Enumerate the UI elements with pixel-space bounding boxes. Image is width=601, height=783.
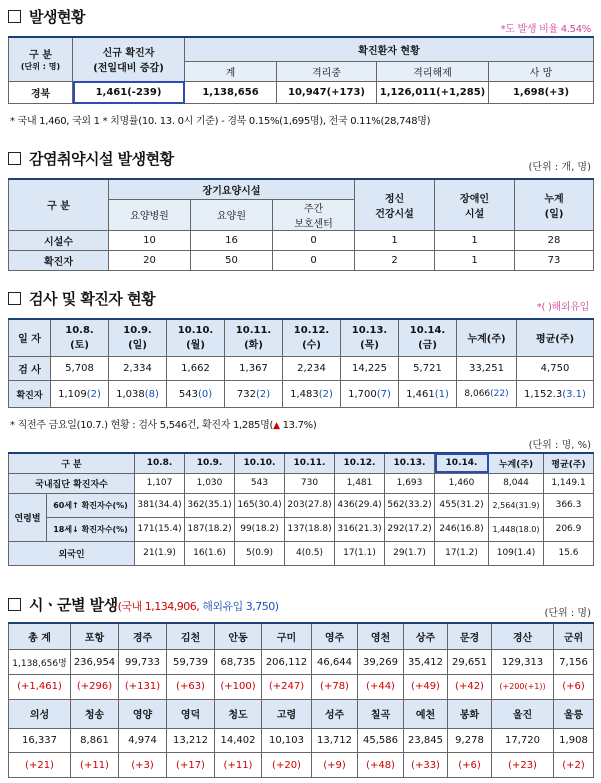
header-nursing-hospital: 요양병원 [109,199,191,230]
cell: 0 [273,230,355,250]
cell: 2,234 [283,356,341,381]
header-isolation: 격리중 [277,61,377,81]
region-name: 봉화 [448,699,492,728]
checkbox-square-icon [8,10,21,23]
date-header-row [9,319,594,356]
table-row-domestic [9,473,594,493]
region-total: 13,212 [167,728,215,753]
section-title-regions: 시ㆍ군별 발생(국내 1,134,906, 해외유입 3,750) [8,594,278,615]
region-total: 8,861 [71,728,119,753]
region-name: 경산 [492,623,554,650]
release-value: 1,126,011(+1,285) [377,81,489,103]
date-col: 10.12. (수) [283,319,341,356]
region-total: 29,651 [448,650,492,675]
region-name: 영주 [312,623,358,650]
vulnerable-unit: (단위 : 개, 명) [528,162,591,173]
region-name: 경주 [119,623,167,650]
cell: 137(18.8) [285,517,335,541]
header-gubun: 구 분 (단위 : 명) [9,37,73,81]
region-daily-change: (+100) [215,674,262,699]
cell: 366.3 [544,493,594,517]
row-label-60plus: 60세↑ 확진자수(%) [47,493,135,517]
date-col-highlighted: 10.14. [435,453,489,473]
region-name: 청도 [215,699,262,728]
regions-table [8,622,594,778]
cell: 14,225 [341,356,399,381]
header-death: 사 망 [489,61,594,81]
region-daily-change: (+20) [262,753,312,778]
region-change-row [9,674,594,699]
cell: 73 [515,250,594,270]
cell: 5,721 [399,356,457,381]
row-label-domestic: 국내집단 확진자수 [9,473,135,493]
region-total: 68,735 [215,650,262,675]
cell: 543 [235,473,285,493]
cell: 165(30.4) [235,493,285,517]
region-total: 35,412 [404,650,448,675]
table-row-foreigner [9,541,594,565]
cell: 20 [109,250,191,270]
region-total: 4,974 [119,728,167,753]
region-total: 39,269 [358,650,404,675]
table-row-18minus [9,517,594,541]
cell: 1,149.1 [544,473,594,493]
date-col: 10.9. (일) [109,319,167,356]
region-name: 청송 [71,699,119,728]
cell: 29(1.7) [385,541,435,565]
new-cases-value: 1,461(-239) [73,81,185,103]
region-daily-change: (+1,461) [9,674,71,699]
cell: 316(21.3) [335,517,385,541]
header-day-care: 주간 보호센터 [273,199,355,230]
table-row-60plus [9,493,594,517]
region-daily-change: (+17) [167,753,215,778]
region-daily-change: (+11) [71,753,119,778]
cell: 362(35.1) [185,493,235,517]
region-total: 17,720 [492,728,554,753]
row-label-tests: 검 사 [9,356,51,381]
cell: 16(1.6) [185,541,235,565]
tests-footnote: * 직전주 금요일(10.7.) 현황 : 검사 5,546건, 확진자 1,285명(▲ 13.7%) [10,420,317,431]
cell: 1,460 [435,473,489,493]
cell: 1 [435,250,515,270]
date-col: 10.8. [135,453,185,473]
cell: 1,448(18.0) [489,517,544,541]
breakdown-unit: (단위 : 명, %) [528,440,591,451]
row-label: 시설수 [9,230,109,250]
region-daily-change: (+200(+1)) [492,674,554,699]
region-total: 13,712 [312,728,358,753]
cell: 1,038(8) [109,381,167,408]
region-daily-change: (+9) [312,753,358,778]
up-triangle-icon: ▲ [273,421,280,431]
header-date: 일 자 [9,319,51,356]
cell: 33,251 [457,356,517,381]
region-value-row [9,728,594,753]
region-daily-change: (+296) [71,674,119,699]
region-daily-change: (+42) [448,674,492,699]
header-cumulative: 누계(주) [489,453,544,473]
overseas-note: *( )해외유입 [536,302,589,313]
cell: 2,564(31.9) [489,493,544,517]
header-release: 격리해제 [377,61,489,81]
region-name: 성주 [312,699,358,728]
cell: 187(18.2) [185,517,235,541]
date-col: 10.13. (목) [341,319,399,356]
cell: 21(1.9) [135,541,185,565]
date-col: 10.13. [385,453,435,473]
header-cumulative: 누계 (일) [515,179,594,230]
region-name: 문경 [448,623,492,650]
region-name: 상주 [404,623,448,650]
row-label: 확진자 [9,250,109,270]
row-label-foreigner: 외국인 [9,541,135,565]
table-row [9,230,594,250]
cell: 0 [273,250,355,270]
cell: 732(2) [225,381,283,408]
header-cumulative: 누계(주) [457,319,517,356]
checkbox-square-icon [8,598,21,611]
header-long-term-care: 장기요양시설 [109,179,355,199]
region-daily-change: (+6) [554,674,594,699]
cell: 381(34.4) [135,493,185,517]
cell: 436(29.4) [335,493,385,517]
region-daily-change: (+21) [9,753,71,778]
cell: 109(1.4) [489,541,544,565]
region-daily-change: (+3) [119,753,167,778]
cell: 455(31.2) [435,493,489,517]
cell: 50 [191,250,273,270]
row-label-18minus: 18세↓ 확진자수(%) [47,517,135,541]
death-value: 1,698(+3) [489,81,594,103]
cell: 246(16.8) [435,517,489,541]
tests-table [8,318,594,408]
cell: 1,461(1) [399,381,457,408]
region-total: 129,313 [492,650,554,675]
cell: 4,750 [517,356,594,381]
cell: 8,066(22) [457,381,517,408]
region-name: 예천 [404,699,448,728]
cell: 206.9 [544,517,594,541]
cell: 203(27.8) [285,493,335,517]
row-label-confirmed: 확진자 [9,381,51,408]
region-daily-change: (+6) [448,753,492,778]
region-total: 23,845 [404,728,448,753]
date-col: 10.10. [235,453,285,473]
cell: 1,152.3(3.1) [517,381,594,408]
cell: 562(33.2) [385,493,435,517]
region-total: 1,908 [554,728,594,753]
region-daily-change: (+44) [358,674,404,699]
region-name: 포항 [71,623,119,650]
cell: 17(1.2) [435,541,489,565]
region-name: 고령 [262,699,312,728]
region-total: 9,278 [448,728,492,753]
cell: 1,107 [135,473,185,493]
region-daily-change: (+78) [312,674,358,699]
header-mental-health: 정신 건강시설 [355,179,435,230]
checkbox-square-icon [8,152,21,165]
checkbox-square-icon [8,292,21,305]
cell: 2,334 [109,356,167,381]
region-name: 영덕 [167,699,215,728]
region-total: 1,138,656명 [9,650,71,675]
row-label-gyeongbuk: 경북 [9,81,73,103]
region-total: 46,644 [312,650,358,675]
region-total: 206,112 [262,650,312,675]
cell: 5,708 [51,356,109,381]
region-name-row [9,623,594,650]
region-name: 의성 [9,699,71,728]
cell: 5(0.9) [235,541,285,565]
ratio-note: *도 발생 비율 4.54% [500,24,591,35]
cell: 17(1.1) [335,541,385,565]
header-new-cases: 신규 확진자 (전일대비 증감) [73,37,185,81]
table-row-confirmed [9,381,594,408]
cell: 543(0) [167,381,225,408]
occurrence-footnote: * 국내 1,460, 국외 1 * 치명률(10. 13. 0시 기준) - 경북 0.15%(1,695명), 전국 0.11%(28,748명) [10,116,431,127]
cell: 15.6 [544,541,594,565]
region-daily-change: (+33) [404,753,448,778]
region-total: 16,337 [9,728,71,753]
cell: 99(18.2) [235,517,285,541]
isolation-value: 10,947(+173) [277,81,377,103]
region-name: 안동 [215,623,262,650]
header-average: 평균(주) [517,319,594,356]
header-total: 계 [185,61,277,81]
occurrence-table [8,36,594,104]
header-gubun: 구 분 [9,179,109,230]
table-row-tests [9,356,594,381]
cell: 28 [515,230,594,250]
date-header-row [9,453,594,473]
cell: 2 [355,250,435,270]
section-title-tests: 검사 및 확진자 현황 [8,288,155,309]
cell: 1 [435,230,515,250]
region-name: 군위 [554,623,594,650]
cell: 8,044 [489,473,544,493]
breakdown-table [8,452,594,566]
regions-unit: (단위 : 명) [544,608,591,619]
region-name: 영양 [119,699,167,728]
region-name-row [9,699,594,728]
region-name: 울릉 [554,699,594,728]
cell: 1,481 [335,473,385,493]
vulnerable-table [8,178,594,271]
region-total: 45,586 [358,728,404,753]
region-total: 59,739 [167,650,215,675]
date-col: 10.12. [335,453,385,473]
date-col: 10.9. [185,453,235,473]
region-daily-change: (+48) [358,753,404,778]
total-value: 1,138,656 [185,81,277,103]
date-col: 10.8. (토) [51,319,109,356]
header-status: 확진환자 현황 [185,37,594,61]
region-change-row [9,753,594,778]
region-daily-change: (+11) [215,753,262,778]
cell: 10 [109,230,191,250]
cell: 1 [355,230,435,250]
header-nursing-home: 요양원 [191,199,273,230]
region-name: 칠곡 [358,699,404,728]
region-daily-change: (+23) [492,753,554,778]
cell: 1,693 [385,473,435,493]
section-title-vulnerable: 감염취약시설 발생현황 [8,148,174,169]
cell: 1,109(2) [51,381,109,408]
row-label-age: 연령별 [9,493,47,541]
region-name: 총 계 [9,623,71,650]
region-daily-change: (+247) [262,674,312,699]
cell: 16 [191,230,273,250]
cell: 1,483(2) [283,381,341,408]
region-name: 영천 [358,623,404,650]
region-value-row [9,650,594,675]
region-total: 14,402 [215,728,262,753]
region-total: 7,156 [554,650,594,675]
region-total: 10,103 [262,728,312,753]
date-col: 10.14. (금) [399,319,457,356]
cell: 1,367 [225,356,283,381]
region-daily-change: (+2) [554,753,594,778]
cell: 292(17.2) [385,517,435,541]
region-total: 99,733 [119,650,167,675]
header-average: 평균(주) [544,453,594,473]
region-name: 김천 [167,623,215,650]
date-col: 10.11. (화) [225,319,283,356]
region-daily-change: (+63) [167,674,215,699]
cell: 171(15.4) [135,517,185,541]
date-col: 10.10. (월) [167,319,225,356]
cell: 730 [285,473,335,493]
table-row [9,250,594,270]
cell: 1,700(7) [341,381,399,408]
cell: 1,030 [185,473,235,493]
region-daily-change: (+49) [404,674,448,699]
cell: 1,662 [167,356,225,381]
date-col: 10.11. [285,453,335,473]
header-disability: 장애인 시설 [435,179,515,230]
region-daily-change: (+131) [119,674,167,699]
cell: 4(0.5) [285,541,335,565]
section-title-occurrence: 발생현황 [8,6,85,27]
region-total: 236,954 [71,650,119,675]
header-gubun: 구 분 [9,453,135,473]
region-name: 울진 [492,699,554,728]
region-name: 구미 [262,623,312,650]
